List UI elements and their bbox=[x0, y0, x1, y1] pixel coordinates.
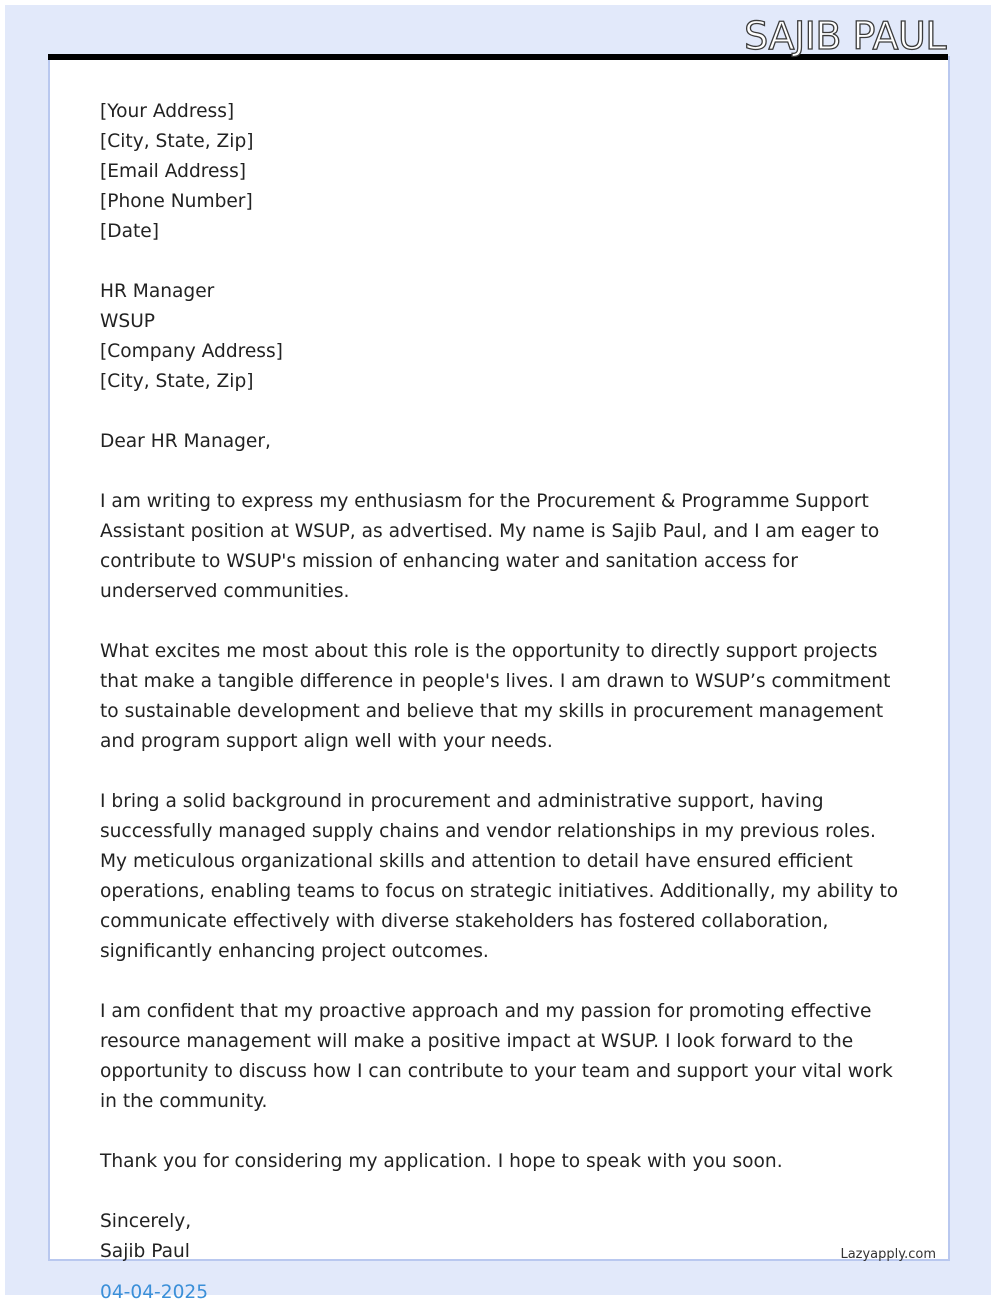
recipient-block bbox=[100, 277, 900, 397]
valediction: Sincerely, bbox=[100, 1211, 192, 1232]
paragraph-motivation: What excites me most about this role is the opportunity to directly support projects that make a tangible difference in people's lives. I am drawn to WSUP’s commitment to sustainable development and believe that my skills in procurement management and program support align well with your needs. bbox=[100, 641, 891, 752]
sender-email: [Email Address] bbox=[100, 161, 247, 182]
sender-city-state-zip: [City, State, Zip] bbox=[100, 131, 254, 152]
paragraph-background: I bring a solid background in procurement and administrative support, having successfully managed supply chains and vendor relationships in my previous roles. My meticulous organizational skills and attention to detail have ensured efficient operations, enabling teams to focus on strategic initiatives. Additionally, my ability to communicate effectively with diverse stakeholders has fostered collaboration, significantly enhancing project outcomes. bbox=[100, 791, 899, 962]
recipient-address: [Company Address] bbox=[100, 341, 283, 362]
recipient-company: WSUP bbox=[100, 311, 156, 332]
sender-block bbox=[100, 97, 900, 247]
sender-date: [Date] bbox=[100, 221, 159, 242]
paragraph-confidence: I am confident that my proactive approach and my passion for promoting effective resource management will make a positive impact at WSUP. I look forward to the opportunity to discuss how I can contribute to your team and support your vital work in the community. bbox=[100, 1001, 893, 1112]
footer-date: 04-04-2025 bbox=[100, 1282, 209, 1300]
watermark-text: Lazyapply.com bbox=[840, 1247, 936, 1262]
recipient-city-state-zip: [City, State, Zip] bbox=[100, 371, 254, 392]
sender-address: [Your Address] bbox=[100, 101, 235, 122]
paragraph-intro: I am writing to express my enthusiasm for the Procurement & Programme Support Assistant position at WSUP, as advertised. My name is Sajib Paul, and I am eager to contribute to WSUP's mission of enhancing water and sanitation access for underserved communities. bbox=[100, 491, 880, 602]
letter-body bbox=[100, 97, 900, 1267]
recipient-title: HR Manager bbox=[100, 281, 215, 302]
header-name: SAJIB PAUL bbox=[744, 14, 946, 58]
sender-phone: [Phone Number] bbox=[100, 191, 253, 212]
signature-name: Sajib Paul bbox=[100, 1241, 190, 1262]
salutation: Dear HR Manager, bbox=[100, 431, 271, 452]
paragraph-thanks: Thank you for considering my application. I hope to speak with you soon. bbox=[100, 1151, 783, 1172]
